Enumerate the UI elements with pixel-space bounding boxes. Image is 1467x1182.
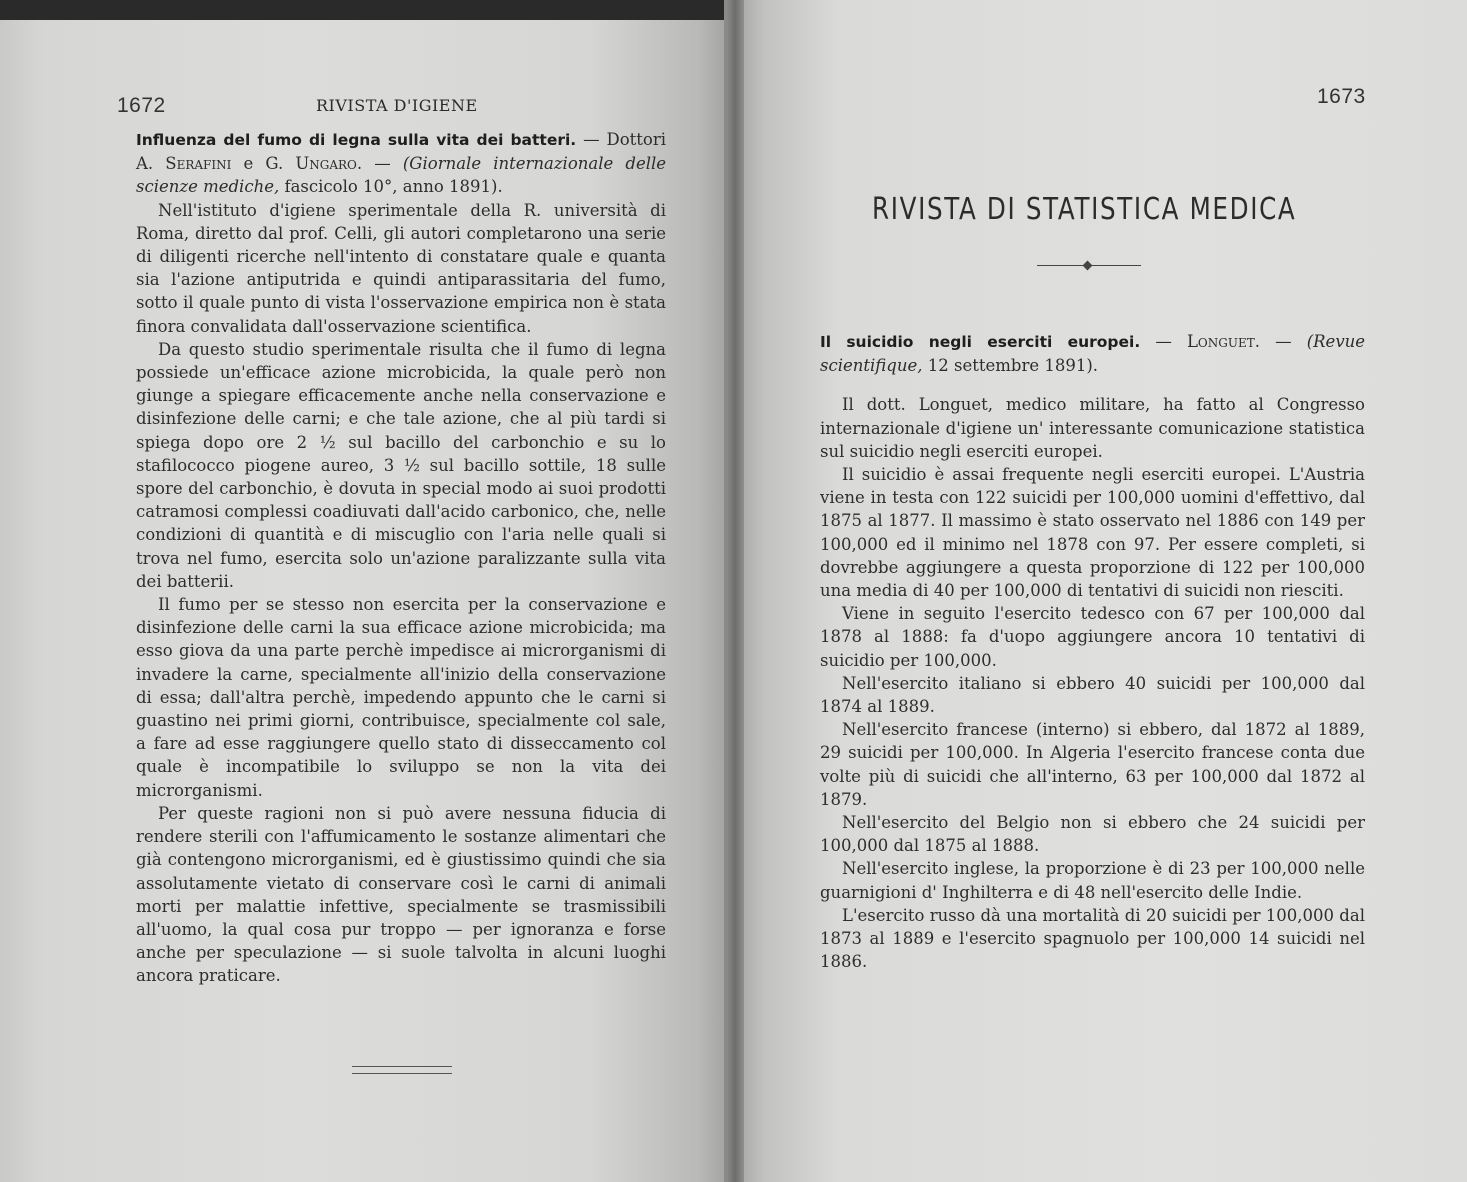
left-dash-2: — [374,154,391,174]
right-paragraph: Nell'esercito francese (interno) si ebbero, dal 1872 al 1889, 29 suicidi per 100,000. In Algeria l'esercito francese conta due volte più di suicidi che all'interno, 63 per 100,000 dal 1872 al 1879. [820,720,1365,809]
left-page-number: 1672 [117,94,166,117]
right-author: Longuet. [1186,332,1260,351]
right-paragraph: Il dott. Longuet, medico militare, ha fatto al Congresso internazionale d'igiene un' interessante comunicazione statistica sul suicidio negli eserciti europei. [820,395,1365,461]
right-dash-1: — [1155,332,1172,351]
left-running-head: RIVISTA D'IGIENE [316,96,478,115]
left-and: e G. [243,154,284,174]
right-dash-2: — [1275,332,1292,351]
left-text-block [136,128,666,988]
left-source-journal: (Giornale internazionale delle scienze mediche, [136,154,667,197]
section-title: RIVISTA DI STATISTICA MEDICA [872,192,1297,227]
left-paragraph: Il fumo per se stesso non esercita per la conservazione e disinfezione delle carni la sua efficace azione microbicida; ma esso giova da una parte perchè impedisce ai microrganismi di invadere la carne, specialmente all'inizio della conservazione di essa; dall'altra perchè, impedendo appunto che le carni si guastino nei primi giorni, contribuisce, specialmente col sale, a fare ad esse raggiungere quello stato di disseccamento col quale è incompatibile lo sviluppo se non la vita dei microrganismi. [136,595,666,800]
right-paragraph: Nell'esercito del Belgio non si ebbero che 24 suicidi per 100,000 dal 1875 al 1888. [820,813,1365,856]
right-article-title: Il suicidio negli eserciti europei. [820,333,1141,351]
right-source-details: 12 settembre 1891). [927,356,1099,376]
right-page-number: 1673 [1317,85,1366,108]
left-author-2: Ungaro. [295,154,363,174]
right-paragraph: Il suicidio è assai frequente negli eserciti europei. L'Austria viene in testa con 122 suicidi per 100,000 uomini d'effettivo, dal 1875 al 1877. Il massimo è stato osservato nel 1886 con 149 per 100,000 ed il minimo nel 1878 con 97. Per essere completi, si dovrebbe aggiungere a questa proporzione di 122 per 100,000 una media di 40 per 100,000 di tentativi di suicidi non riesciti. [820,465,1365,601]
end-rule [352,1066,452,1074]
right-article-heading [820,330,1365,377]
left-source-details: fascicolo 10°, anno 1891). [284,177,503,197]
left-dash-1: — [583,130,600,149]
left-paragraph: Da questo studio sperimentale risulta che il fumo di legna possiede un'efficace azione microbicida, la quale però non giunge a spiegare efficacemente anche nella conservazione e disinfezione delle carni; e che tale azione, che al più tardi si spiega dopo ore 2 ½ sul bacillo del carbonchio e su lo stafilococco piogene aureo, 3 ½ sul bacillo sottile, 18 sulle spore del carbonchio, è dovuta in special modo ai suoi prodotti catramosi complessi coadiuvati dall'acido carbonico, che, nelle condizioni di quantità e di miscuglio con l'aria nelle quali si trova nel fumo, esercita solo un'azione paralizzante sulla vita dei batterii. [136,339,666,591]
ornament-divider [1037,262,1141,270]
left-authors-prefix: Dottori A. [136,130,667,174]
right-paragraph: Viene in seguito l'esercito tedesco con 67 per 100,000 dal 1878 al 1888: fa d'uopo aggiungere ancora 10 tentativi di suicidio per 100,000. [820,604,1365,670]
book-gutter-shadow [726,0,744,1182]
left-author-1: Serafini [165,154,232,174]
right-text-block [820,330,1365,973]
right-paragraph: Nell'esercito italiano si ebbero 40 suicidi per 100,000 dal 1874 al 1889. [820,673,1365,717]
left-article-title: Influenza del fumo di legna sulla vita dei batteri. [136,131,577,149]
left-paragraph: Per queste ragioni non si può avere nessuna fiducia di rendere sterili con l'affumicamento le sostanze alimentari che già contengono microrganismi, ed è giustissimo quindi che sia assolutamente vietato di conservare così le carni di animali morti per malattie infettive, specialmente se trasmissibili all'uomo, la qual cosa pur troppo — per ignoranza e forse anche per speculazione — si suole talvolta in alcuni luoghi ancora praticare. [136,803,666,986]
left-paragraph: Nell'istituto d'igiene sperimentale della R. università di Roma, diretto dal prof. Celli, gli autori completarono una serie di diligenti ricerche nell'intento di constatare quale e quanta sia l'azione antiputrida e quindi antiparassitaria del fumo, sotto il quale punto di vista l'osservazione empirica non è stata finora convalidata dall'osservazione scientifica. [136,200,666,336]
right-paragraph: L'esercito russo dà una mortalità di 20 suicidi per 100,000 dal 1873 al 1889 e l'esercito spagnuolo per 100,000 14 suicidi nel 1886. [820,905,1365,972]
right-paragraph: Nell'esercito inglese, la proporzione è di 23 per 100,000 nelle guarnigioni d' Inghilterra e di 48 nell'esercito delle Indie. [820,859,1365,902]
left-article-heading [136,128,666,199]
right-source-journal: (Revue scientifique, [820,332,1366,376]
